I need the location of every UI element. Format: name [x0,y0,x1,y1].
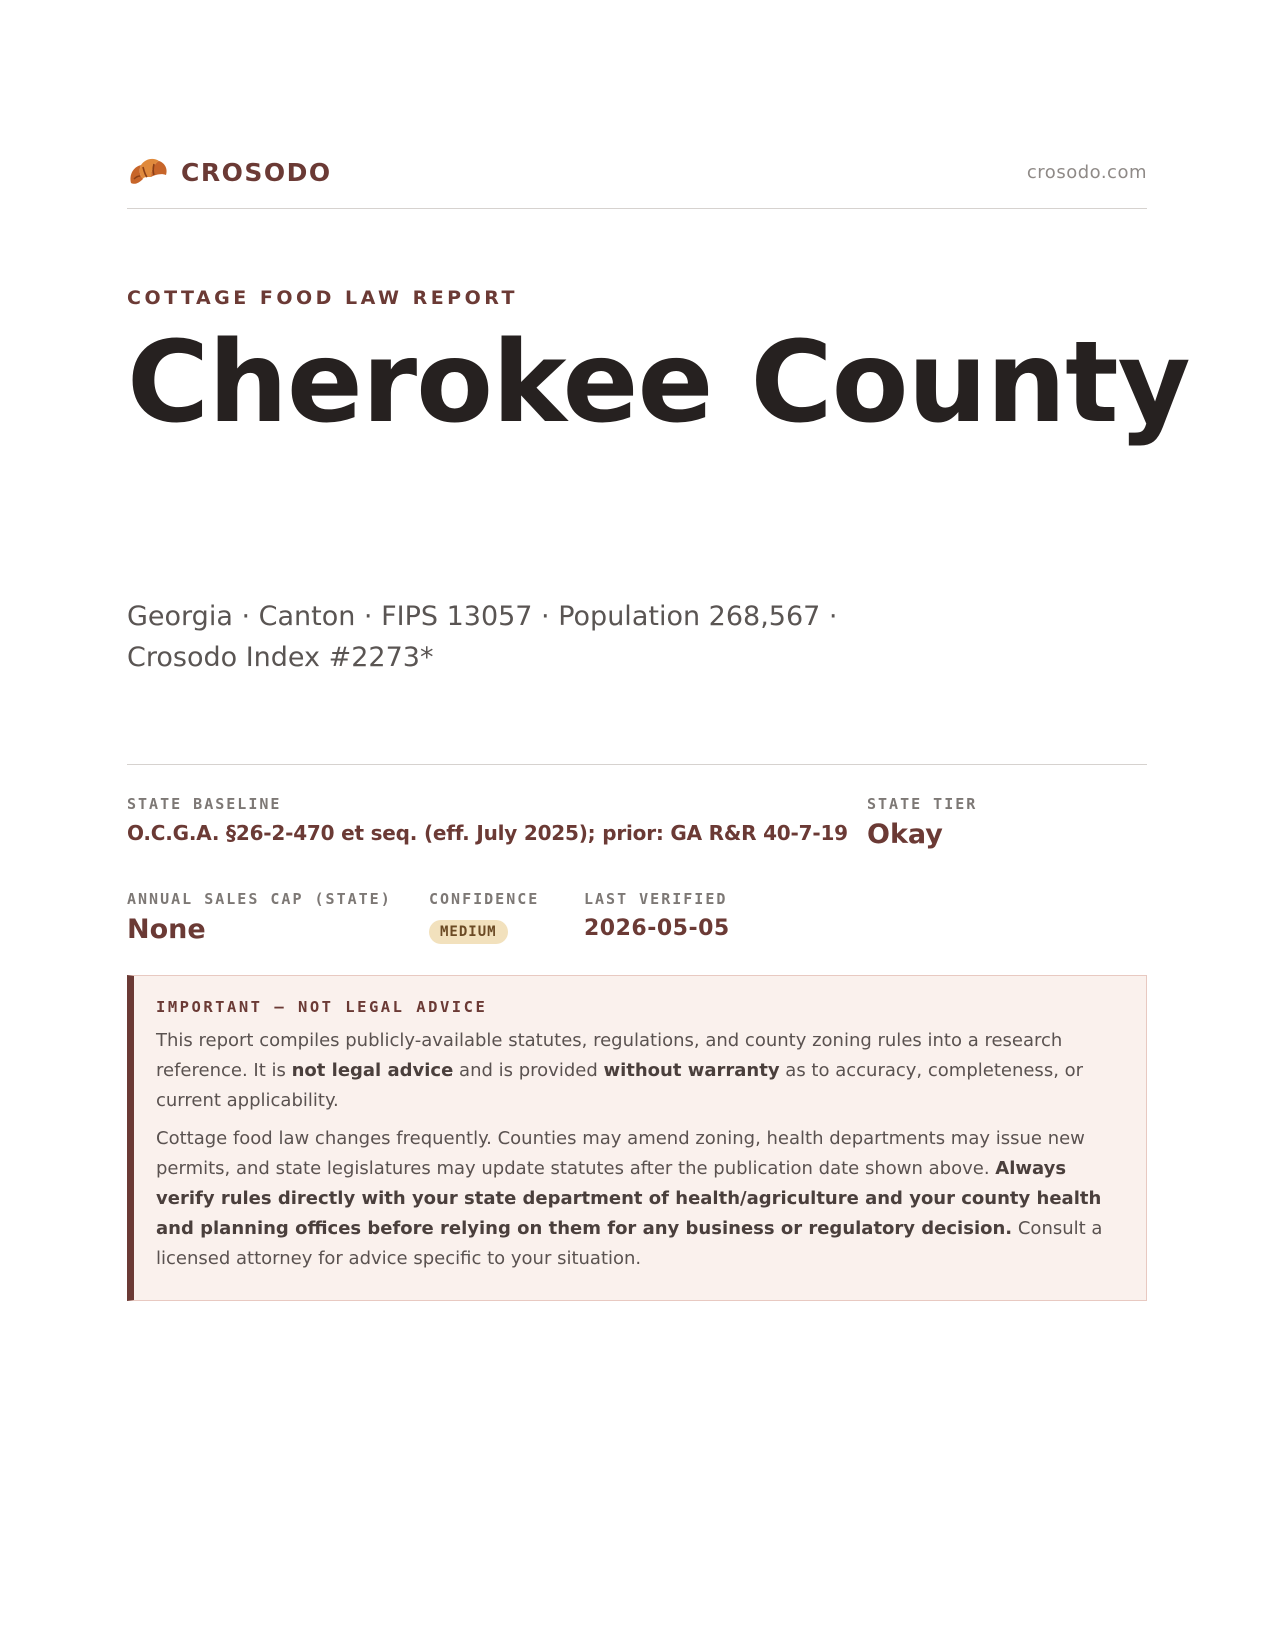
notice-emphasis: Always verify rules directly with your state department of health/agriculture and your county health and planning offices before relying on them for any business or regulatory decision. [156,1157,1102,1239]
section-divider [127,764,1147,765]
notice-emphasis: not legal advice [291,1059,454,1081]
report-subtitle: Georgia · Canton · FIPS 13057 · Population 268,567 · Crosodo Index #2273* [127,600,838,673]
legal-notice [127,975,1147,1301]
page-title: Cherokee County [127,318,1190,448]
last-verified-field [584,890,730,945]
state-tier-value: Okay [867,818,943,850]
confidence-label: CONFIDENCE [429,889,540,908]
report-page [127,150,1190,1301]
notice-text: Cottage food law changes frequently. Counties may amend zoning, health departments may issue new permits, and state legislatures may update statutes after the publication date shown above. [156,1127,1085,1179]
field-row-baseline [127,795,1147,850]
sales-cap-field [127,890,429,945]
state-baseline-field [127,795,867,850]
sales-cap-label: ANNUAL SALES CAP (STATE) [127,889,392,908]
report-eyebrow: COTTAGE FOOD LAW REPORT [127,287,518,309]
notice-text: and is provided [453,1059,604,1081]
site-url-link[interactable]: crosodo.com [1026,161,1147,183]
notice-text: as to accuracy, completeness, or current applicability. [156,1059,1084,1111]
notice-title: IMPORTANT — NOT LEGAL ADVICE [156,997,488,1016]
state-tier-field [867,795,977,850]
last-verified-value: 2026-05-05 [584,915,730,941]
brand-name: CROSODO [181,157,332,187]
notice-emphasis: without warranty [603,1059,780,1081]
notice-text: This report compiles publicly-available statutes, regulations, and county zoning rules into a research reference. It is [156,1029,1063,1081]
croissant-icon [127,153,169,191]
notice-text: Consult a licensed attorney for advice specific to your situation. [156,1217,1103,1269]
confidence-badge: MEDIUM [429,920,508,944]
last-verified-label: LAST VERIFIED [584,889,728,908]
brand[interactable] [127,153,332,191]
notice-paragraph-2 [156,1124,1120,1274]
notice-paragraph-1 [156,1026,1120,1116]
sales-cap-value: None [127,913,206,945]
state-tier-label: STATE TIER [867,794,978,813]
page-header [127,150,1147,209]
field-row-meta [127,890,1147,945]
confidence-field [429,890,584,945]
state-baseline-label: STATE BASELINE [127,794,282,813]
state-baseline-value: O.C.G.A. §26-2-470 et seq. (eff. July 2025); prior: GA R&R 40-7-19 [127,820,848,845]
